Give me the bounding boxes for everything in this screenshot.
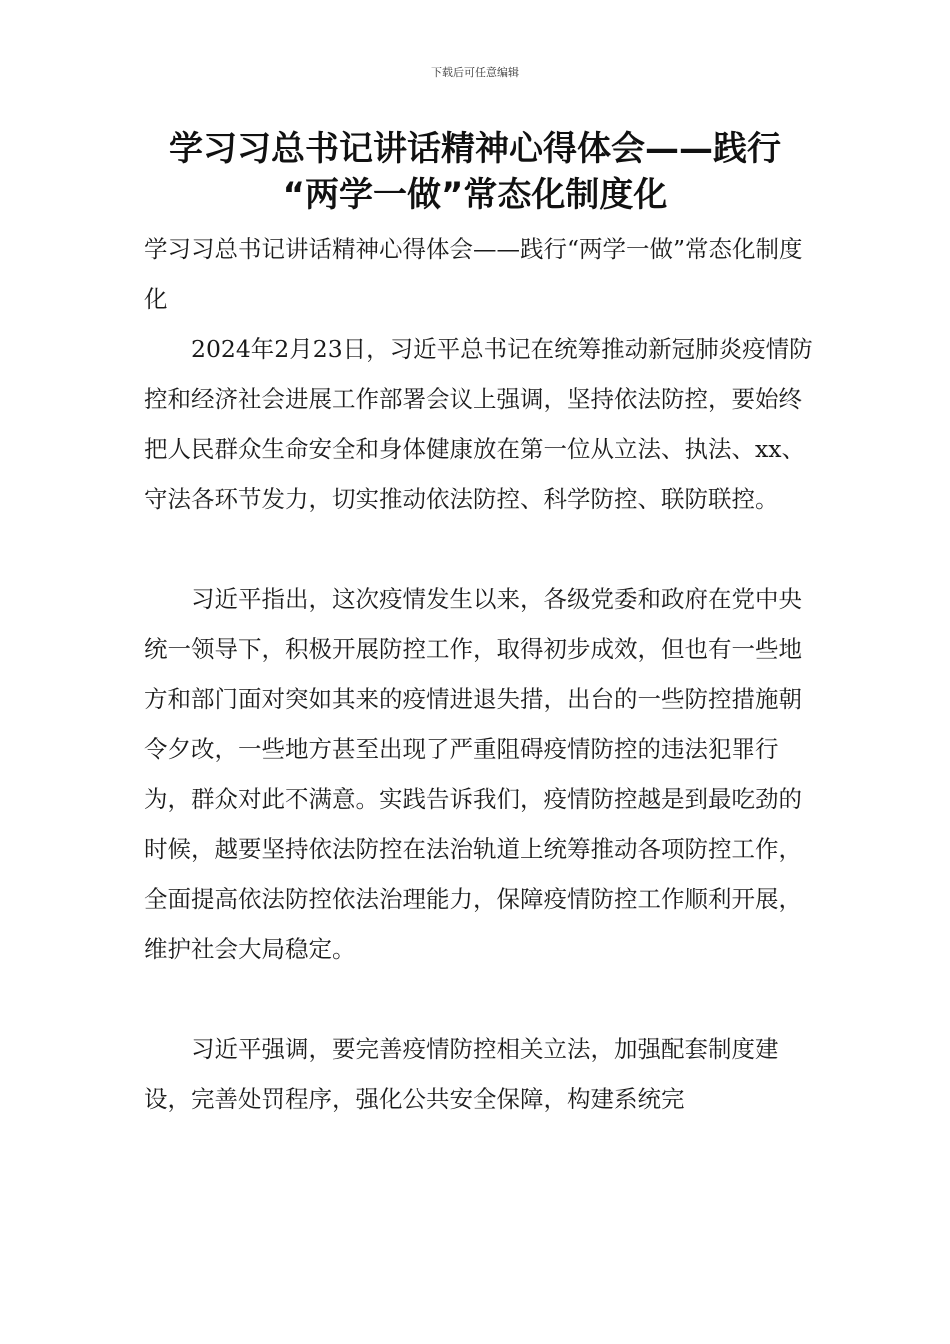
document-body <box>144 224 824 1124</box>
header-note: 下载后可任意编辑 <box>431 66 519 79</box>
document-title <box>80 126 870 218</box>
title-line-2: “两学一做”常态化制度化 <box>282 175 668 215</box>
paragraph-spacer <box>144 974 824 1024</box>
paragraph-spacer <box>144 524 824 574</box>
paragraph: 2024年2月23日，习近平总书记在统筹推动新冠肺炎疫情防控和经济社会进展工作部署会议上强调，坚持依法防控，要始终把人民群众生命安全和身体健康放在第一位从立法、执法、xx、守法各环节发力，切实推动依法防控、科学防控、联防联控。 <box>144 335 813 513</box>
document-subtitle: 学习习总书记讲话精神心得体会——践行“两学一做”常态化制度化 <box>144 235 803 313</box>
paragraph: 习近平指出，这次疫情发生以来，各级党委和政府在党中央统一领导下，积极开展防控工作，取得初步成效，但也有一些地方和部门面对突如其来的疫情进退失措，出台的一些防控措施朝令夕改，一些地方甚至出现了严重阻碍疫情防控的违法犯罪行为，群众对此不满意。实践告诉我们，疫情防控越是到最吃劲的时候，越要坚持依法防控在法治轨道上统筹推动各项防控工作，全面提高依法防控依法治理能力，保障疫情防控工作顺利开展，维护社会大局稳定。 <box>144 585 802 963</box>
paragraph: 习近平强调，要完善疫情防控相关立法，加强配套制度建设，完善处罚程序，强化公共安全保障，构建系统完 <box>144 1035 779 1113</box>
title-line-1: 学习习总书记讲话精神心得体会——践行 <box>169 129 781 169</box>
